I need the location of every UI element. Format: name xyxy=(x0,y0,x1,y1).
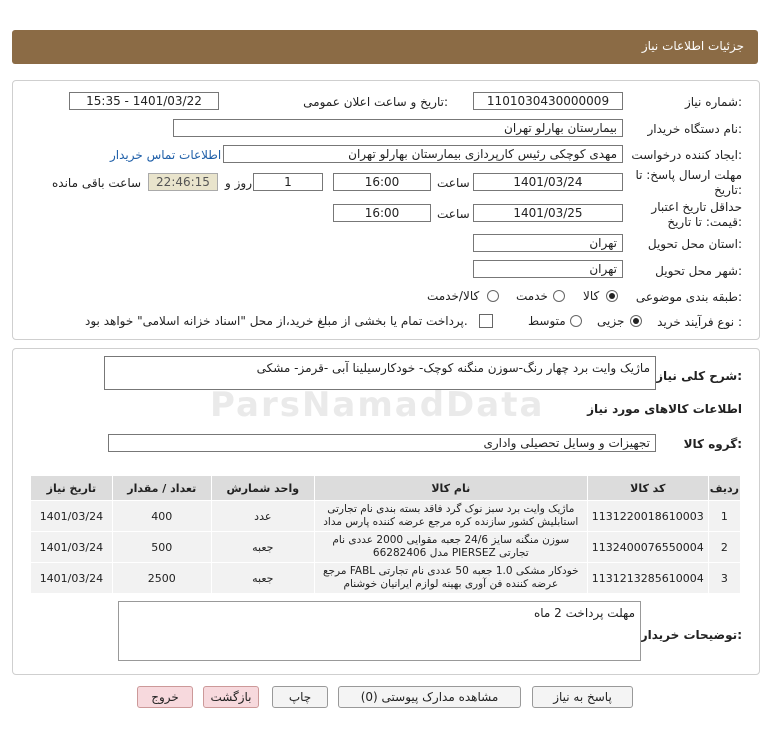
summary-label: شرح کلی نیاز: xyxy=(656,369,742,383)
goods-group-field: تجهیزات و وسایل تحصیلی واداری xyxy=(108,434,656,452)
treasury-payment-checkbox[interactable] xyxy=(479,314,493,328)
cell-row: 2 xyxy=(708,532,740,563)
category-option-goods-service: کالا/خدمت xyxy=(427,289,480,303)
validity-time-field: 16:00 xyxy=(333,204,431,222)
cell-name: ماژیک وایت برد سبز نوک گرد فاقد بسته بندی نام تجارتی استابلیش کشور سازنده کره مرجع عرضه کننده پارس مداد xyxy=(314,501,587,532)
cell-date: 1401/03/24 xyxy=(31,501,113,532)
payment-note: پرداخت تمام یا بخشی از مبلغ خرید،از محل "اسناد خزانه اسلامی" خواهد بود. xyxy=(85,314,468,328)
buyer-field: بیمارستان بهارلو تهران xyxy=(173,119,623,137)
process-radio-medium[interactable] xyxy=(570,315,582,327)
cell-name: سوزن منگنه سایز 24/6 جعبه مقوایی 2000 عددی نام تجارتی PIERSEZ مدل 66282406 xyxy=(314,532,587,563)
back-button[interactable]: بازگشت xyxy=(203,686,259,708)
category-option-service: خدمت xyxy=(516,289,548,303)
cell-row: 3 xyxy=(708,563,740,594)
category-option-goods: کالا xyxy=(583,289,600,303)
col-qty: تعداد / مقدار xyxy=(112,476,211,501)
cell-date: 1401/03/24 xyxy=(31,532,113,563)
creator-field: مهدی کوچکی رئیس کارپردازی بیمارستان بهارلو تهران xyxy=(223,145,623,163)
watermark: ParsNamadData xyxy=(210,385,545,425)
category-radio-goods-service[interactable] xyxy=(487,290,499,302)
province-label: استان محل تحویل: xyxy=(647,237,742,251)
category-radio-goods[interactable] xyxy=(606,290,618,302)
cell-code: 1131220018610003 xyxy=(587,501,708,532)
cell-unit: عدد xyxy=(211,501,314,532)
cell-name: خودکار مشکی 1.0 جعبه 50 عددی نام تجارتی FABL مرجع عرضه کننده فن آوری بهینه لوازم ایرانیان خوشنام xyxy=(314,563,587,594)
reply-deadline-label: مهلت ارسال پاسخ: تا تاریخ: xyxy=(635,168,742,197)
creator-label: ایجاد کننده درخواست: xyxy=(631,148,742,162)
cell-code: 1132400076550004 xyxy=(587,532,708,563)
remaining-time-field: 22:46:15 xyxy=(148,173,218,191)
attachments-button[interactable]: مشاهده مدارک پیوستی (0) xyxy=(338,686,521,708)
announce-label: تاریخ و ساعت اعلان عمومی: xyxy=(303,95,448,109)
goods-info-title: اطلاعات کالاهای مورد نیاز xyxy=(587,402,742,416)
need-number-label: شماره نیاز: xyxy=(684,95,742,109)
cell-code: 1131213285610004 xyxy=(587,563,708,594)
category-radio-service[interactable] xyxy=(553,290,565,302)
remaining-label: ساعت باقی مانده xyxy=(52,176,142,190)
process-option-minor: جزیی xyxy=(597,314,625,328)
process-label: نوع فرآیند خرید : xyxy=(657,315,742,329)
col-name: نام کالا xyxy=(314,476,587,501)
table-row xyxy=(31,563,741,594)
city-field: تهران xyxy=(473,260,623,278)
days-field: 1 xyxy=(253,173,323,191)
category-label: طبقه بندی موضوعی: xyxy=(635,290,742,304)
table-header-row xyxy=(31,476,741,501)
goods-group-label: گروه کالا: xyxy=(683,437,742,451)
process-radio-minor[interactable] xyxy=(630,315,642,327)
reply-time-label: ساعت xyxy=(437,176,470,190)
items-table xyxy=(30,475,741,594)
province-field: تهران xyxy=(473,234,623,252)
need-number-field: 1101030430000009 xyxy=(473,92,623,110)
buyer-notes-field: مهلت پرداخت 2 ماه xyxy=(118,601,641,661)
validity-label: حداقل تاریخ اعتبار قیمت: تا تاریخ: xyxy=(651,200,742,229)
cell-unit: جعبه xyxy=(211,532,314,563)
reply-button[interactable]: پاسخ به نیاز xyxy=(532,686,633,708)
cell-qty: 500 xyxy=(112,532,211,563)
reply-time-field: 16:00 xyxy=(333,173,431,191)
col-row: ردیف xyxy=(708,476,740,501)
cell-qty: 400 xyxy=(112,501,211,532)
buyer-label: نام دستگاه خریدار: xyxy=(647,122,742,136)
exit-button[interactable]: خروج xyxy=(137,686,193,708)
print-button[interactable]: چاپ xyxy=(272,686,328,708)
summary-field: ماژیک وایت برد چهار رنگ-سوزن منگنه کوچک- خودکارسیلینا آبی -قرمز- مشکی xyxy=(104,356,656,390)
col-date: تاریخ نیاز xyxy=(31,476,113,501)
days-label: روز و xyxy=(225,176,252,190)
cell-row: 1 xyxy=(708,501,740,532)
cell-qty: 2500 xyxy=(112,563,211,594)
table-row xyxy=(31,532,741,563)
buyer-contact-link[interactable]: اطلاعات تماس خریدار xyxy=(110,148,222,162)
reply-date-field: 1401/03/24 xyxy=(473,173,623,191)
col-unit: واحد شمارش xyxy=(211,476,314,501)
table-row xyxy=(31,501,741,532)
announce-datetime-field: 1401/03/22 - 15:35 xyxy=(69,92,219,110)
process-option-medium: متوسط xyxy=(528,314,566,328)
validity-date-field: 1401/03/25 xyxy=(473,204,623,222)
cell-unit: جعبه xyxy=(211,563,314,594)
cell-date: 1401/03/24 xyxy=(31,563,113,594)
validity-time-label: ساعت xyxy=(437,207,470,221)
col-code: کد کالا xyxy=(587,476,708,501)
page-title: جزئیات اطلاعات نیاز xyxy=(641,39,744,53)
buyer-notes-label: توضیحات خریدار: xyxy=(640,628,742,642)
city-label: شهر محل تحویل: xyxy=(655,264,742,278)
page-header xyxy=(12,30,758,64)
